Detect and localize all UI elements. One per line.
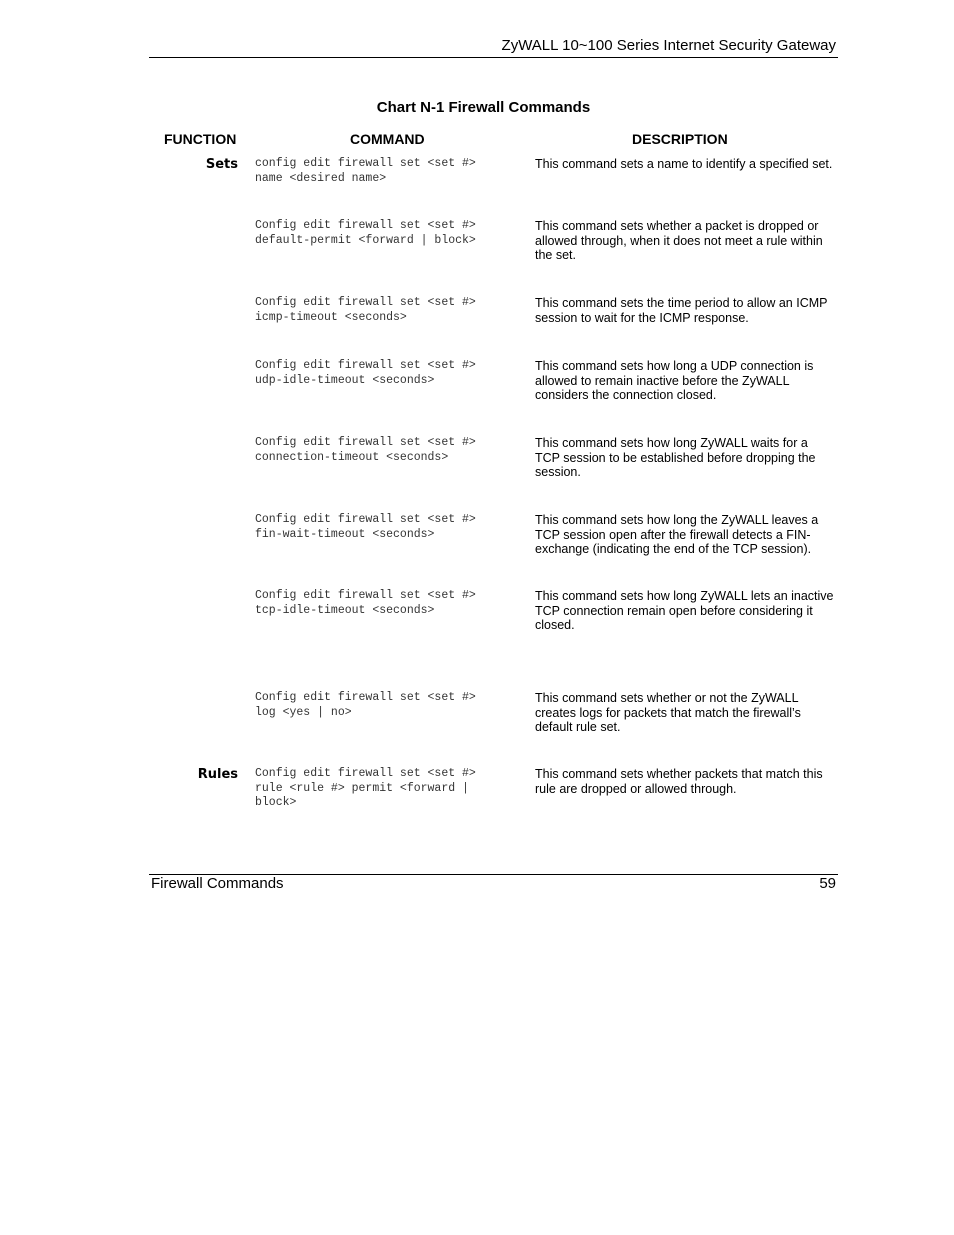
command-syntax: Config edit firewall set <set #> connection-timeout <seconds>: [255, 436, 476, 464]
command-description: This command sets whether a packet is dropped or allowed through, when it does not meet a rule within the set.: [535, 219, 823, 262]
column-header-function: FUNCTION: [164, 131, 237, 147]
command-description: This command sets the time period to allow an ICMP session to wait for the ICMP response.: [535, 296, 828, 325]
command-syntax: Config edit firewall set <set #> log <yes | no>: [255, 691, 476, 719]
page-number: 59: [819, 875, 836, 892]
command-description: This command sets how long the ZyWALL leaves a TCP session open after the firewall detects a FIN-exchange (indicating the end of the TCP session).: [535, 513, 819, 556]
running-header: ZyWALL 10~100 Series Internet Security Gateway: [501, 37, 836, 54]
column-header-command: COMMAND: [350, 131, 425, 147]
command-syntax: Config edit firewall set <set #> rule <rule #> permit <forward | block>: [255, 767, 476, 809]
command-description: This command sets how long ZyWALL waits for a TCP session to be established before dropping the session.: [535, 436, 816, 479]
function-label: Rules: [197, 767, 238, 782]
command-description: This command sets a name to identify a specified set.: [535, 157, 833, 171]
command-description: This command sets whether or not the ZyWALL creates logs for packets that match the firewall’s default rule set.: [535, 691, 801, 734]
command-syntax: config edit firewall set <set #> name <desired name>: [255, 157, 476, 185]
command-syntax: Config edit firewall set <set #> fin-wait-timeout <seconds>: [255, 513, 476, 541]
command-syntax: Config edit firewall set <set #> udp-idle-timeout <seconds>: [255, 359, 476, 387]
header-divider: [149, 57, 838, 58]
command-description: This command sets how long ZyWALL lets an inactive TCP connection remain open before considering it closed.: [535, 589, 834, 632]
chart-title: Chart N-1 Firewall Commands: [376, 99, 591, 116]
function-label: Sets: [205, 157, 238, 172]
command-syntax: Config edit firewall set <set #> default-permit <forward | block>: [255, 219, 476, 247]
command-description: This command sets how long a UDP connection is allowed to remain inactive before the ZyWALL considers the connection closed.: [535, 359, 814, 402]
column-header-description: DESCRIPTION: [632, 131, 728, 147]
command-syntax: Config edit firewall set <set #> tcp-idle-timeout <seconds>: [255, 589, 476, 617]
command-description: This command sets whether packets that match this rule are dropped or allowed through.: [535, 767, 823, 796]
footer-section-name: Firewall Commands: [151, 875, 284, 892]
command-syntax: Config edit firewall set <set #> icmp-timeout <seconds>: [255, 296, 476, 324]
